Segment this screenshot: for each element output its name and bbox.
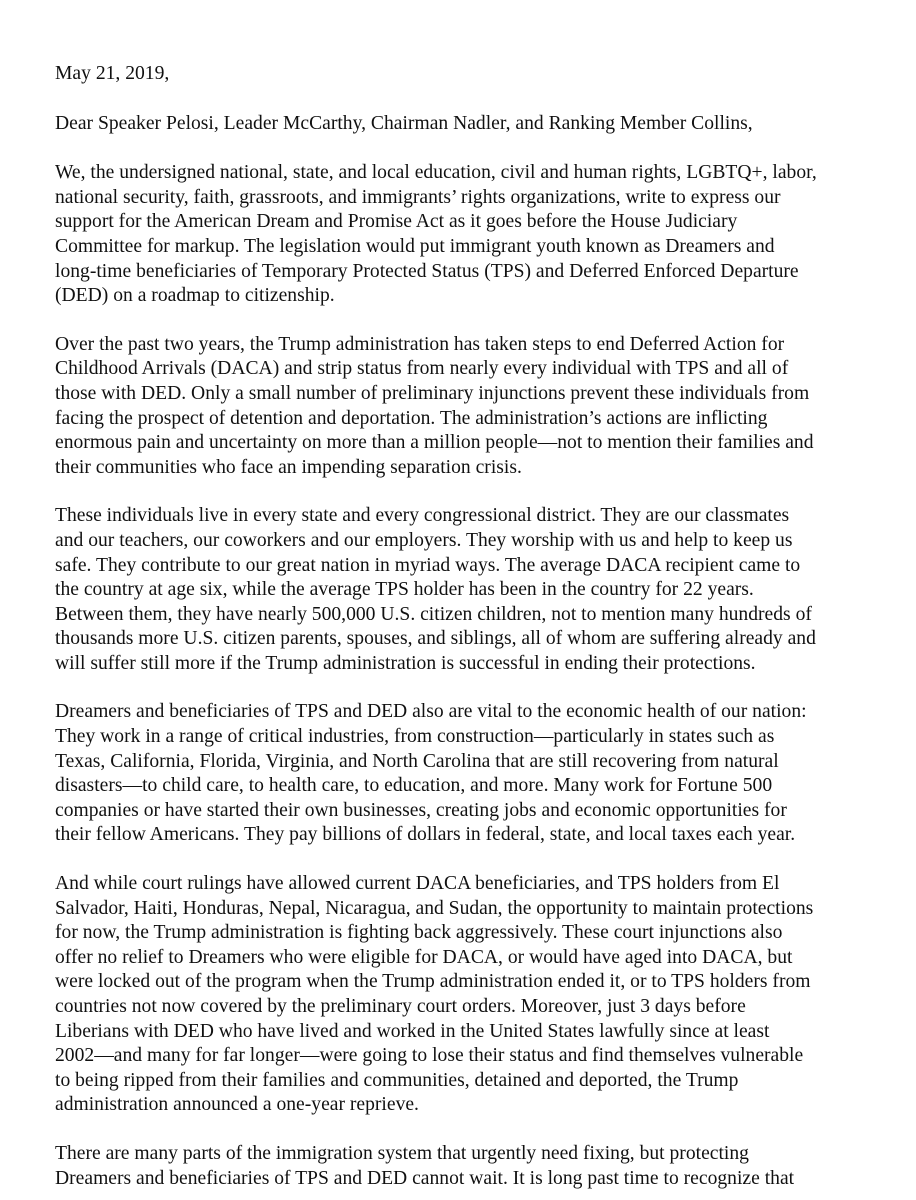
paragraph-line: companies or have started their own businesses, creating jobs and economic opportunities for (55, 799, 787, 821)
paragraph-line: Childhood Arrivals (DACA) and strip status from nearly every individual with TPS and all of (55, 358, 789, 380)
letter-paragraph (55, 1142, 866, 1191)
paragraph-line: facing the prospect of detention and deportation. The administration’s actions are inflicting (55, 407, 768, 429)
paragraph-line: They work in a range of critical industries, from construction—particularly in states such as (55, 726, 775, 748)
paragraph-line: safe. They contribute to our great nation in myriad ways. The average DACA recipient came to (55, 554, 801, 576)
paragraph-line: their fellow Americans. They pay billions of dollars in federal, state, and local taxes each year. (55, 824, 796, 846)
paragraph-line: Dreamers and beneficiaries of TPS and DED also are vital to the economic health of our nation: (55, 701, 807, 723)
paragraph-line: disasters—to child care, to health care, to education, and more. Many work for Fortune 500 (55, 775, 773, 797)
letter-body (55, 161, 866, 1191)
paragraph-line: Texas, California, Florida, Virginia, and North Carolina that are still recovering from natural (55, 750, 779, 772)
paragraph-line: were locked out of the program when the Trump administration ended it, or to TPS holders from (55, 971, 811, 993)
paragraph-line: We, the undersigned national, state, and local education, civil and human rights, LGBTQ+, labor, (55, 162, 817, 184)
paragraph-line: national security, faith, grassroots, and immigrants’ rights organizations, write to express our (55, 186, 781, 208)
paragraph-line: Liberians with DED who have lived and worked in the United States lawfully since at least (55, 1020, 770, 1042)
paragraph-line: will suffer still more if the Trump administration is successful in ending their protections. (55, 652, 756, 674)
paragraph-line: those with DED. Only a small number of preliminary injunctions prevent these individuals from (55, 382, 810, 404)
paragraph-line: enormous pain and uncertainty on more than a million people—not to mention their families and (55, 432, 814, 454)
paragraph-line: and our teachers, our coworkers and our employers. They worship with us and help to keep us (55, 529, 793, 551)
paragraph-line: And while court rulings have allowed current DACA beneficiaries, and TPS holders from El (55, 873, 780, 895)
paragraph-line: the country at age six, while the average TPS holder has been in the country for 22 years. (55, 579, 754, 601)
paragraph-line: long-time beneficiaries of Temporary Protected Status (TPS) and Deferred Enforced Departure (55, 260, 799, 282)
paragraph-line: Dreamers and beneficiaries of TPS and DED cannot wait. It is long past time to recognize that (55, 1167, 795, 1189)
paragraph-line: offer no relief to Dreamers who were eligible for DACA, or would have aged into DACA, but (55, 946, 793, 968)
paragraph-line: (DED) on a roadmap to citizenship. (55, 285, 335, 307)
paragraph-line: Over the past two years, the Trump administration has taken steps to end Deferred Action for (55, 333, 785, 355)
paragraph-line: These individuals live in every state and every congressional district. They are our classmates (55, 505, 790, 527)
paragraph-line: for now, the Trump administration is fighting back aggressively. These court injunctions also (55, 922, 783, 944)
letter-paragraph (55, 333, 866, 481)
letter-paragraph (55, 700, 866, 848)
letter-paragraph (55, 872, 866, 1118)
paragraph-line: thousands more U.S. citizen parents, spouses, and siblings, all of whom are suffering already and (55, 628, 816, 650)
paragraph-line: Salvador, Haiti, Honduras, Nepal, Nicaragua, and Sudan, the opportunity to maintain protections (55, 897, 814, 919)
letter-salutation: Dear Speaker Pelosi, Leader McCarthy, Chairman Nadler, and Ranking Member Collins, (55, 112, 753, 134)
paragraph-line: Committee for markup. The legislation would put immigrant youth known as Dreamers and (55, 235, 775, 257)
paragraph-line: There are many parts of the immigration system that urgently need fixing, but protecting (55, 1142, 749, 1164)
letter-paragraph (55, 504, 866, 676)
paragraph-line: their communities who face an impending separation crisis. (55, 456, 522, 478)
paragraph-line: 2002—and many for far longer—were going to lose their status and find themselves vulnerable (55, 1045, 804, 1067)
letter-date: May 21, 2019, (55, 63, 170, 84)
paragraph-line: to being ripped from their families and communities, detained and deported, the Trump (55, 1069, 739, 1091)
paragraph-line: Between them, they have nearly 500,000 U.S. citizen children, not to mention many hundreds of (55, 603, 812, 625)
paragraph-line: countries not now covered by the preliminary court orders. Moreover, just 3 days before (55, 996, 746, 1017)
letter-paragraph (55, 161, 866, 309)
paragraph-line: support for the American Dream and Promise Act as it goes before the House Judiciary (55, 211, 738, 233)
paragraph-line: administration announced a one-year reprieve. (55, 1094, 419, 1116)
